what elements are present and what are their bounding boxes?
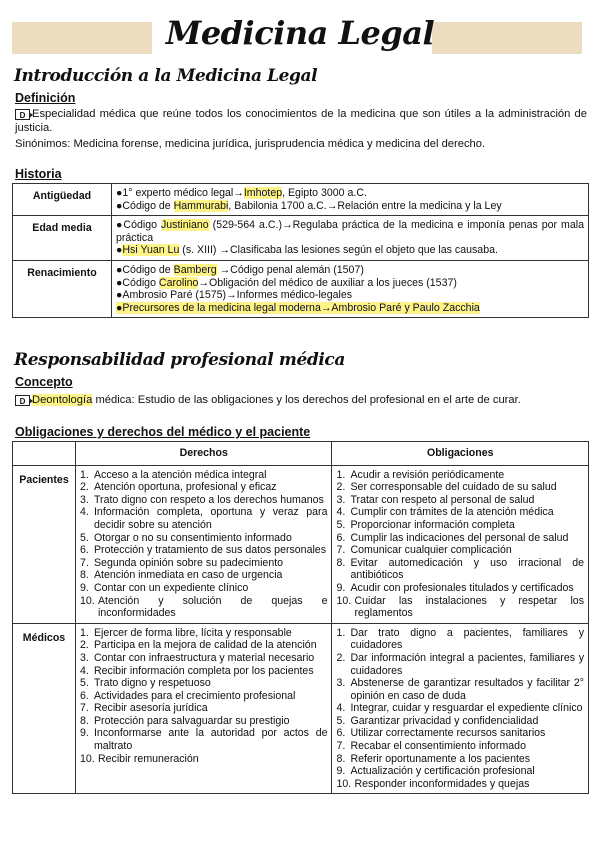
item-number: 6. xyxy=(336,727,346,740)
item-number: 1. xyxy=(79,468,89,481)
item-text: Dar trato digno a pacientes, familiares y cuidadores xyxy=(350,626,584,652)
col-obligaciones: Obligaciones xyxy=(332,442,589,466)
historia-event xyxy=(116,244,584,257)
event-text: ●Código xyxy=(116,219,161,232)
item-number: 4. xyxy=(336,702,346,715)
event-text: ●Código xyxy=(116,276,159,289)
item-text: Recibir remuneración xyxy=(97,752,199,765)
list-item xyxy=(336,557,584,582)
obligaciones-row xyxy=(13,465,589,623)
item-text: Integrar, cuidar y resguardar el expediente clínico xyxy=(350,702,583,715)
item-number: 7. xyxy=(79,702,89,715)
historia-row xyxy=(13,216,589,261)
item-number: 7. xyxy=(336,740,346,753)
page-title: Medicina Legal xyxy=(165,14,435,52)
responsabilidad-heading: Responsabilidad profesional médica xyxy=(14,350,345,370)
event-highlight: Imhotep xyxy=(243,187,283,199)
event-text: , Egipto 3000 a.C. xyxy=(282,187,367,199)
item-text: Atención oportuna, profesional y eficaz xyxy=(93,481,277,494)
historia-event xyxy=(116,200,584,213)
item-number: 8. xyxy=(79,569,89,582)
derechos-cell xyxy=(75,465,332,623)
item-number: 8. xyxy=(336,752,346,765)
list-item xyxy=(80,753,328,766)
item-text: Acudir a revisión periódicamente xyxy=(350,468,505,481)
item-text: Proporcionar información completa xyxy=(350,518,515,531)
list-item xyxy=(336,519,584,532)
list-item xyxy=(80,532,328,545)
item-number: 5. xyxy=(336,518,346,531)
historia-event xyxy=(116,187,584,200)
item-number: 10. xyxy=(79,752,95,765)
historia-row xyxy=(13,260,589,317)
event-highlight: Justiniano xyxy=(160,219,209,232)
historia-event xyxy=(116,302,584,315)
item-text: Recibir asesoría jurídica xyxy=(93,702,208,715)
item-number: 1. xyxy=(336,468,346,481)
item-number: 6. xyxy=(79,689,89,702)
item-text: Protección para salvaguardar su prestigio xyxy=(93,714,290,727)
item-number: 7. xyxy=(79,556,89,569)
historia-period: Edad media xyxy=(13,216,112,261)
list-item xyxy=(336,778,584,791)
definicion-paragraph xyxy=(15,108,587,135)
concepto-label: Concepto xyxy=(15,375,73,389)
list-item xyxy=(336,627,584,652)
concepto-highlight: Deontología xyxy=(32,394,93,406)
historia-period: Antigüedad xyxy=(13,184,112,216)
list-item xyxy=(80,627,328,640)
list-item xyxy=(80,595,328,620)
intro-heading: Introducción a la Medicina Legal xyxy=(14,66,318,86)
item-number: 6. xyxy=(79,544,89,557)
row-label: Médicos xyxy=(13,623,76,794)
concepto-text: médica: Estudio de las obligaciones y los derechos del profesional en el arte de curar. xyxy=(92,394,521,406)
item-text: Cumplir con trámites de la atención médica xyxy=(350,506,554,519)
item-number: 5. xyxy=(336,714,346,727)
item-number: 9. xyxy=(79,581,89,594)
item-text: Contar con un expediente clínico xyxy=(93,581,249,594)
list-item xyxy=(80,544,328,557)
historia-event xyxy=(116,277,584,290)
event-text: ●Código de xyxy=(116,263,174,276)
list-item xyxy=(80,582,328,595)
corner-cell xyxy=(13,442,76,466)
list-item xyxy=(80,469,328,482)
concept-icon: D xyxy=(15,395,30,406)
item-text: Segunda opinión sobre su padecimiento xyxy=(93,556,284,569)
item-number: 10. xyxy=(79,594,95,607)
row-label: Pacientes xyxy=(13,465,76,623)
event-text: →Código penal alemán (1507) xyxy=(216,263,364,276)
item-text: Inconformarse ante la autoridad por actos de maltrato xyxy=(93,727,328,753)
item-number: 2. xyxy=(336,481,346,494)
item-text: Ser corresponsable del cuidado de su salud xyxy=(350,481,557,494)
sinonimos-text: Sinónimos: Medicina forense, medicina jurídica, jurisprudencia médica y medicina del derecho. xyxy=(15,138,486,150)
item-number: 3. xyxy=(336,677,346,690)
item-text: Dar información integral a pacientes, familiares y cuidadores xyxy=(350,651,584,677)
historia-events xyxy=(112,184,589,216)
event-text: ● xyxy=(116,244,123,257)
item-text: Evitar automedicación y uso irracional de antibióticos xyxy=(350,556,584,582)
list-item xyxy=(336,582,584,595)
item-number: 1. xyxy=(336,626,346,639)
list-item xyxy=(80,639,328,652)
obligaciones-list xyxy=(336,627,584,791)
list-item xyxy=(336,740,584,753)
list-item xyxy=(336,652,584,677)
obligaciones-table xyxy=(12,441,589,794)
obligaciones-cell xyxy=(332,465,589,623)
item-number: 5. xyxy=(79,531,89,544)
event-highlight: Hammurabi xyxy=(173,199,229,212)
item-text: Actualización y certificación profesional xyxy=(350,765,535,778)
list-item xyxy=(80,715,328,728)
event-highlight: ●Precursores de la medicina legal moderna→Ambrosio Paré y Paulo Zacchia xyxy=(116,301,480,314)
item-number: 4. xyxy=(79,664,89,677)
item-text: Abstenerse de garantizar resultados y facilitar 2° opinión en caso de duda xyxy=(350,677,584,702)
derechos-list xyxy=(80,627,328,766)
item-text: Información completa, oportuna y veraz para decidir sobre su atención xyxy=(93,506,328,531)
item-text: Garantizar privacidad y confidencialidad xyxy=(350,714,539,727)
list-item xyxy=(80,690,328,703)
list-item xyxy=(80,569,328,582)
item-number: 7. xyxy=(336,544,346,557)
list-item xyxy=(80,494,328,507)
historia-label: Historia xyxy=(15,167,62,181)
historia-events xyxy=(112,216,589,261)
obligaciones-cell xyxy=(332,623,589,794)
item-text: Cumplir las indicaciones del personal de salud xyxy=(350,531,569,544)
concepto-paragraph xyxy=(15,394,587,408)
event-highlight: Bamberg xyxy=(173,263,217,276)
obligaciones-label: Obligaciones y derechos del médico y el paciente xyxy=(15,425,311,439)
item-text: Atención y solución de quejas e inconformidades xyxy=(97,594,328,620)
item-number: 8. xyxy=(336,556,346,569)
item-number: 2. xyxy=(79,639,89,652)
list-item xyxy=(80,506,328,531)
item-text: Comunicar cualquier complicación xyxy=(350,544,512,557)
derechos-cell xyxy=(75,623,332,794)
list-item xyxy=(336,715,584,728)
historia-events xyxy=(112,260,589,317)
obligaciones-list xyxy=(336,469,584,620)
event-text: (s. XIII) →Clasificaba las lesiones según el objeto que las causaba. xyxy=(179,244,498,257)
item-number: 2. xyxy=(79,481,89,494)
list-item xyxy=(336,506,584,519)
list-item xyxy=(336,727,584,740)
list-item xyxy=(80,727,328,752)
event-text: ●Ambrosio Paré (1575)→Informes médico-legales xyxy=(116,289,353,302)
definicion-label: Definición xyxy=(15,91,76,105)
event-text: (529-564 a.C.)→Regulaba práctica de la medicina e imponía penas por mala práctica xyxy=(116,219,584,244)
historia-row xyxy=(13,184,589,216)
list-item xyxy=(336,494,584,507)
event-text: →Obligación del médico de auxiliar a los jueces (1537) xyxy=(198,276,457,289)
item-text: Utilizar correctamente recursos sanitarios xyxy=(350,727,546,740)
item-number: 10. xyxy=(336,594,352,607)
historia-event xyxy=(116,289,584,302)
list-item xyxy=(336,595,584,620)
item-number: 3. xyxy=(336,493,346,506)
derechos-list xyxy=(80,469,328,620)
historia-event xyxy=(116,264,584,277)
list-item xyxy=(80,665,328,678)
definition-icon: D xyxy=(15,109,30,120)
item-text: Contar con infraestructura y material necesario xyxy=(93,651,315,664)
item-number: 2. xyxy=(336,651,346,664)
item-number: 4. xyxy=(336,506,346,519)
list-item xyxy=(336,702,584,715)
item-number: 9. xyxy=(336,581,346,594)
list-item xyxy=(336,532,584,545)
item-text: Tratar con respeto al personal de salud xyxy=(350,493,535,506)
obligaciones-row xyxy=(13,623,589,794)
list-item xyxy=(336,481,584,494)
item-text: Participa en la mejora de calidad de la atención xyxy=(93,639,317,652)
item-text: Otorgar o no su consentimiento informado xyxy=(93,531,292,544)
list-item xyxy=(336,469,584,482)
event-highlight: Hsi Yuan Lu xyxy=(122,244,180,257)
item-number: 3. xyxy=(79,651,89,664)
item-number: 8. xyxy=(79,714,89,727)
event-text: ●1° experto médico legal→ xyxy=(116,187,244,199)
list-item xyxy=(80,652,328,665)
item-text: Atención inmediata en caso de urgencia xyxy=(93,569,283,582)
historia-event xyxy=(116,219,584,244)
item-number: 10. xyxy=(336,777,352,790)
item-number: 9. xyxy=(79,727,89,740)
item-text: Ejercer de forma libre, lícita y responsable xyxy=(93,626,292,639)
item-text: Referir oportunamente a los pacientes xyxy=(350,752,531,765)
item-number: 5. xyxy=(79,677,89,690)
list-item xyxy=(336,753,584,766)
list-item xyxy=(336,677,584,702)
item-text: Cuidar las instalaciones y respetar los reglamentos xyxy=(354,594,584,620)
event-text: ●Código de xyxy=(116,199,174,212)
item-text: Trato digno y respetuoso xyxy=(93,677,211,690)
list-item xyxy=(80,557,328,570)
historia-period: Renacimiento xyxy=(13,260,112,317)
list-item xyxy=(336,765,584,778)
event-highlight: Carolino xyxy=(158,276,199,289)
item-number: 9. xyxy=(336,765,346,778)
item-text: Recibir información completa por los pacientes xyxy=(93,664,314,677)
item-text: Acudir con profesionales titulados y certificados xyxy=(350,581,574,594)
list-item xyxy=(336,544,584,557)
event-text: , Babilonia 1700 a.C.→Relación entre la medicina y la Ley xyxy=(228,199,502,212)
list-item xyxy=(80,677,328,690)
historia-table xyxy=(12,183,589,318)
item-text: Responder inconformidades y quejas xyxy=(354,777,530,790)
item-text: Actividades para el crecimiento profesional xyxy=(93,689,296,702)
list-item xyxy=(80,481,328,494)
definicion-text: Especialidad médica que reúne todos los conocimientos de la medicina que son útiles a la administración de justicia. xyxy=(15,108,587,134)
col-derechos: Derechos xyxy=(75,442,332,466)
item-number: 3. xyxy=(79,493,89,506)
item-number: 4. xyxy=(79,506,89,519)
item-text: Trato digno con respeto a los derechos humanos xyxy=(93,493,324,506)
list-item xyxy=(80,702,328,715)
item-number: 1. xyxy=(79,626,89,639)
item-text: Recabar el consentimiento informado xyxy=(350,740,526,753)
item-text: Acceso a la atención médica integral xyxy=(93,468,267,481)
item-text: Protección y tratamiento de sus datos personales xyxy=(93,544,326,557)
item-number: 6. xyxy=(336,531,346,544)
